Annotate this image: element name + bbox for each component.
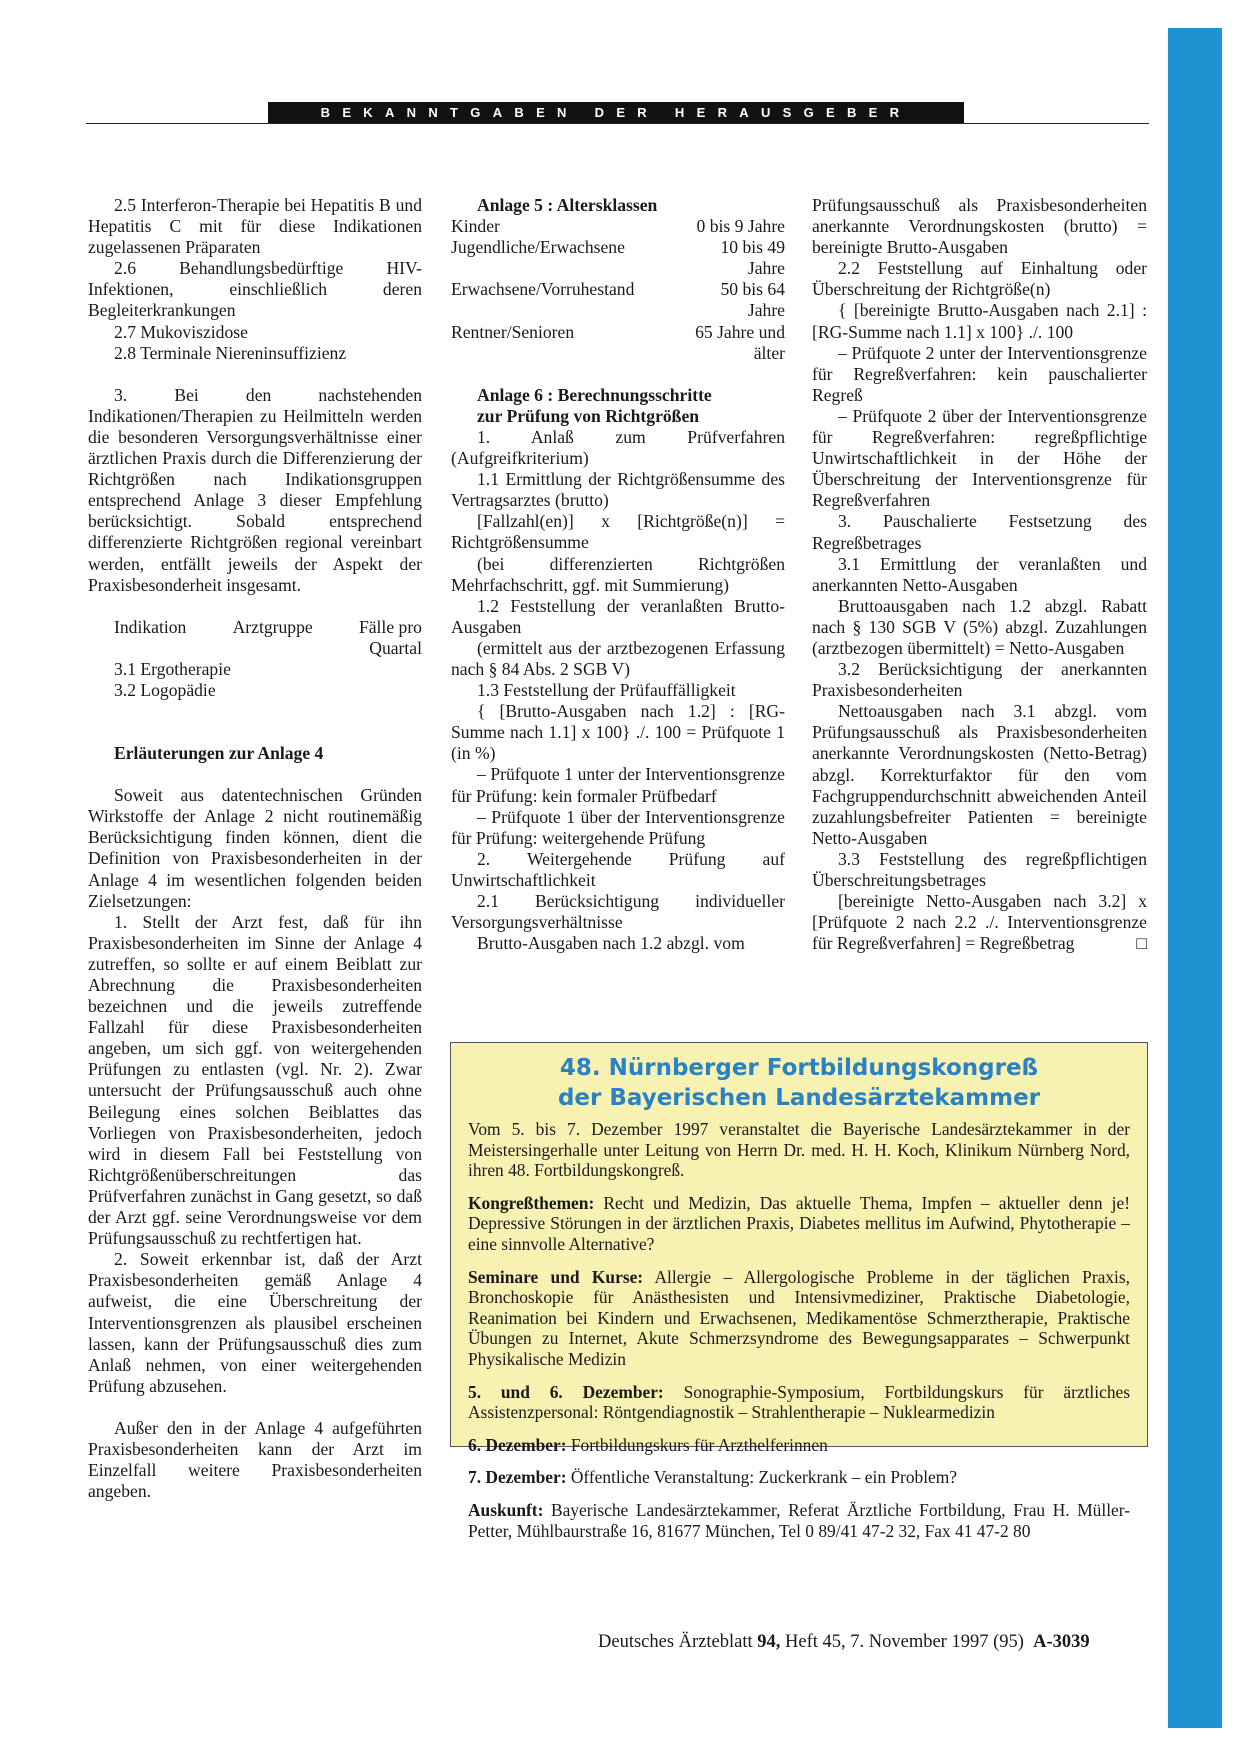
item-label: 7. Dezember: [468,1467,567,1488]
age-label: Erwachsene/Vorruhestand [451,279,635,300]
item-label: 5. und 6. Dezember: [468,1381,664,1402]
age-class-row [451,279,785,321]
announcement-title [468,1053,1130,1113]
age-value-cont: Jahre [747,300,785,321]
congress-announcement [450,1042,1148,1541]
col-faelle: Fälle pro [358,616,422,637]
item-text: Allergie – Allergologische Probleme in der täglichen Praxis, Bronchoskopie für Anästhesisten und Intensivmediziner, Praktische Diabetologie, Reanimation bei Kindern und Erwachsenen, Medikamentöse Schmerztherapie, Praktische Übungen zu Internet, Akute Schmerzsyndrome des Bewegungsapparates – Schwerpunkt Physikalische Medizin [468,1266,1130,1369]
explanation-p2: 1. Stellt der Arzt fest, daß für ihn Praxisbesonderheiten im Sinne der Anlage 4 zutreffen, so sollte er auf einem Beiblatt zur Abrechnung die Praxisbesonderheiten bezeichnen und die jeweils zutreffende Fallzahl für diese Praxisbesonderheiten angeben, um sich ggf. von weitergehenden Prüfungen zu entlasten (vgl. Nr. 2). Zwar untersucht der Prüfungsausschuß auch ohne Beilegung eines solchen Beiblattes das Vorliegen von Praxisbesonderheiten, jedoch wird in diesem Fall bei Feststellung von Richtgrößenüberschreitungen das Prüfverfahren zunächst in Gang gesetzt, so daß der Arzt ggf. seine Verordnungsweise vor dem Prüfungsausschuß zu rechtfertigen hat. [88,911,422,1249]
step: (bei differenzierten Richtgrößen Mehrfachschritt, ggf. mit Summierung) [451,553,785,595]
step: 3.1 Ermittlung der veranlaßten und anerkannten Netto-Ausgaben [812,553,1147,595]
announcement-title-line2: der Bayerischen Landesärztekammer [557,1085,1041,1111]
header-rule [86,123,1149,124]
col-indikation: Indikation [114,616,187,637]
age-value-cont: Jahre [747,258,785,279]
announcement-item [468,1500,1130,1541]
step: 3. Pauschalierte Festsetzung des Regreßbetrages [812,511,1147,553]
item-label: Seminare und Kurse: [468,1266,644,1287]
item-2-7: 2.7 Mukoviszidose [114,321,248,342]
step: 2. Weitergehende Prüfung auf Unwirtschaftlichkeit [451,848,785,890]
age-class-row [451,237,785,279]
explanation-p3: 2. Soweit erkennbar ist, daß der Arzt Praxisbesonderheiten gemäß Anlage 4 aufweist, die eine Überschreitung der Interventionsgrenzen als plausibel erscheinen lassen, kann der Prüfungsausschuß dies zum Anlaß nehmen, von einer weitergehenden Prüfung abzusehen. [88,1249,422,1396]
indication-table [88,617,422,701]
age-label: Kinder [451,216,500,237]
column-1 [88,195,422,1502]
announcement-item [468,1435,1130,1456]
explanation-heading: Erläuterungen zur Anlage 4 [114,743,324,764]
step: 3.2 Berücksichtigung der anerkannten Praxisbesonderheiten [812,659,1147,701]
age-value-cont: älter [753,342,785,363]
paragraph-3: 3. Bei den nachstehenden Indikationen/Therapien zu Heilmitteln werden die besonderen Versorgungsverhältnisse einer ärztlichen Praxis durch die Differenzierung der Richtgrößen nach Indikationsgruppen entsprechend Anlage 3 dieser Empfehlung berücksichtigt. Sobald entsprechend differenzierte Richtgrößen regional vereinbart werden, entfällt jeweils der Aspekt der Praxisbesonderheit insgesamt. [88,384,422,595]
side-color-bar [1168,28,1222,1728]
col-arztgruppe: Arztgruppe [232,616,313,637]
step: (ermittelt aus der arztbezogenen Erfassung nach § 84 Abs. 2 SGB V) [451,637,785,679]
age-value: 65 Jahre und [695,321,785,342]
step: Bruttoausgaben nach 1.2 abzgl. Rabatt nach § 130 SGB V (5%) abzgl. Zuzahlungen (arztbezogen übermittelt) = Netto-Ausgaben [812,595,1147,658]
item-text: Fortbildungskurs für Arzthelferinnen [566,1434,828,1455]
item-text: Sonographie-Symposium, Fortbildungskurs für ärztliches Assistenzpersonal: Röntgendiagnostik – Strahlentherapie – Nuklearmedizin [468,1381,1130,1423]
step: 2.1 Berücksichtigung individueller Versorgungsverhältnisse [451,891,785,933]
step: { [Brutto-Ausgaben nach 1.2] : [RG-Summe nach 1.1] x 100} ./. 100 = Prüfquote 1 (in %) [451,701,785,764]
age-value: 50 bis 64 [720,279,785,300]
item-text: Recht und Medizin, Das aktuelle Thema, Impfen – aktueller denn je! Depressive Störungen in der ärztlichen Praxis, Diabetes mellitus im Aufwind, Phytotherapie – eine sinnvolle Alternative? [468,1192,1130,1254]
step: Prüfungsausschuß als Praxisbesonderheiten anerkannte Verordnungskosten (brutto) = bereinigte Brutto-Ausgaben [812,195,1147,258]
step: 1.3 Feststellung der Prüfauffälligkeit [477,680,736,701]
announcement-intro: Vom 5. bis 7. Dezember 1997 veranstaltet die Bayerische Landesärztekammer in der Meistersingerhalle unter Leitung von Herrn Dr. med. H. H. Koch, Klinikum Nürnberg Nord, ihren 48. Fortbildungskongreß. [468,1119,1130,1181]
table-row: 3.2 Logopädie [114,679,216,700]
step: 1. Anlaß zum Prüfverfahren (Aufgreifkriterium) [451,426,785,469]
page-footer [598,1632,1090,1653]
step: 3.3 Feststellung des regreßpflichtigen Überschreitungsbetrages [812,848,1147,890]
item-2-5: 2.5 Interferon-Therapie bei Hepatitis B und Hepatitis C mit für diese Indikationen zugelassenen Präparaten [88,195,422,258]
column-3 [812,195,1147,954]
announcement-item [468,1267,1130,1370]
age-value: 10 bis 49 [720,237,785,258]
age-label: Jugendliche/Erwachsene [451,237,625,258]
anlage6-subtitle: zur Prüfung von Richtgrößen [477,405,700,426]
column-2 [451,195,785,954]
item-text: Bayerische Landesärztekammer, Referat Ärztliche Fortbildung, Frau H. Müller-Petter, Mühlbaurstraße 16, 81677 München, Tel 0 89/41 47-2 32, Fax 41 47-2 80 [468,1499,1130,1541]
journal-issue: Heft 45, 7. November 1997 (95) [780,1632,1024,1652]
step: Brutto-Ausgaben nach 1.2 abzgl. vom [477,933,745,954]
journal-volume: 94, [757,1632,781,1652]
step: 2.2 Feststellung auf Einhaltung oder Überschreitung der Richtgröße(n) [812,258,1147,300]
step: 1.1 Ermittlung der Richtgrößensumme des Vertragsarztes (brutto) [451,469,785,511]
step: 1.2 Feststellung der veranlaßten Brutto-Ausgaben [451,595,785,637]
step: Nettoausgaben nach 3.1 abzgl. vom Prüfungsausschuß als Praxisbesonderheiten anerkannte Verordnungskosten (Netto-Betrag) abzgl. Korrekturfaktor für den vom Fachgruppendurchschnitt abweichenden Anteil zuzahlungsbefreiter Patienten = bereinigte Netto-Ausgaben [812,701,1147,848]
announcement-title-line1: 48. Nürnberger Fortbildungskongreß [559,1055,1039,1081]
table-row: 3.1 Ergotherapie [114,658,231,679]
journal-name: Deutsches Ärzteblatt [598,1632,758,1652]
age-class-row [451,216,785,237]
step: { [bereinigte Brutto-Ausgaben nach 2.1] : [RG-Summe nach 1.1] x 100} ./. 100 [812,300,1147,342]
anlage6-title: Anlage 6 : Berechnungsschritte [477,384,712,405]
anlage5-title: Anlage 5 : Altersklassen [477,195,658,215]
item-text: Öffentliche Veranstaltung: Zuckerkrank – ein Problem? [566,1467,958,1488]
step: – Prüfquote 2 unter der Interventionsgrenze für Regreßverfahren: kein pauschalierter Regreß [812,342,1147,405]
step: – Prüfquote 1 über der Interventionsgrenze für Prüfung: weitergehende Prüfung [451,806,785,848]
page-number: A-3039 [1033,1632,1090,1652]
col-faelle-cont: Quartal [369,637,422,658]
age-class-row [451,322,785,364]
explanation-p4: Außer den in der Anlage 4 aufgeführten Praxisbesonderheiten kann der Arzt im Einzelfall weitere Praxisbesonderheiten angeben. [88,1417,422,1502]
item-label: Kongreßthemen: [468,1192,595,1213]
step: – Prüfquote 1 unter der Interventionsgrenze für Prüfung: kein formaler Prüfbedarf [451,764,785,806]
item-2-8: 2.8 Terminale Niereninsuffizienz [114,342,347,363]
section-header: BEKANNTGABEN DER HERAUSGEBER [268,102,964,123]
age-value: 0 bis 9 Jahre [696,216,785,237]
end-mark: □ [1136,933,1147,954]
announcement-item [468,1467,1130,1488]
item-2-6: 2.6 Behandlungsbedürftige HIV-Infektionen, einschließlich deren Begleiterkrankungen [88,258,422,321]
step: [Fallzahl(en)] x [Richtgröße(n)] = Richtgrößensumme [451,511,785,553]
age-label: Rentner/Senioren [451,321,575,342]
explanation-p1: Soweit aus datentechnischen Gründen Wirkstoffe der Anlage 2 nicht routinemäßig Berücksichtigung finden können, dient die Definition von Praxisbesonderheiten in der Anlage 4 im wesentlichen folgenden beiden Zielsetzungen: [88,785,422,911]
step: – Prüfquote 2 über der Interventionsgrenze für Regreßverfahren: regreßpflichtige Unwirtschaftlichkeit in der Höhe der Überschreitung der Interventionsgrenze für Regreßverfahren [812,405,1147,511]
item-label: 6. Dezember: [468,1434,567,1455]
step: [bereinigte Netto-Ausgaben nach 3.2] x [Prüfquote 2 nach 2.2 ./. Interventionsgrenze für Regreßverfahren] = Regreßbetrag [812,891,1147,954]
item-label: Auskunft: [468,1499,544,1520]
announcement-item [468,1193,1130,1255]
announcement-item [468,1382,1130,1423]
table-header [114,617,422,638]
